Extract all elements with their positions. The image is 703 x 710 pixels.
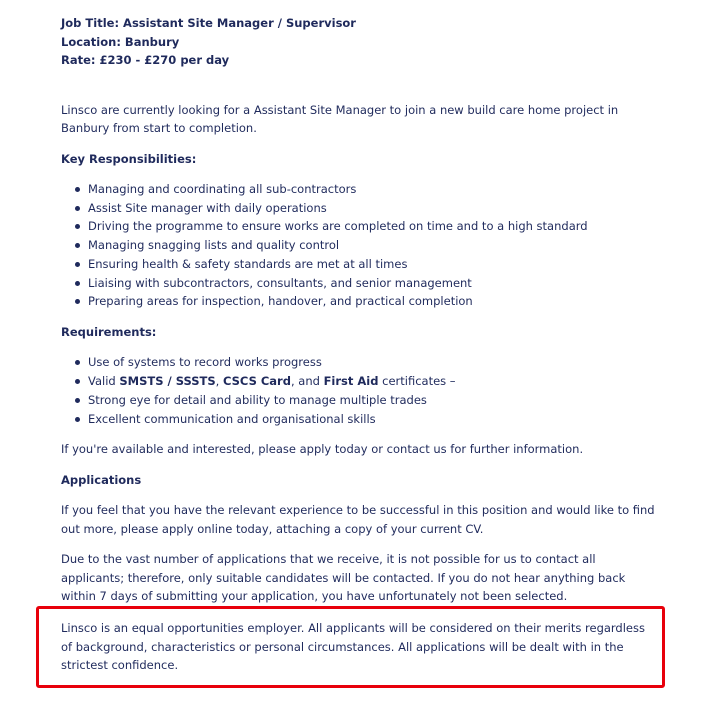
cert-smsts: SMSTS / SSSTS (119, 374, 216, 389)
list-item: Use of systems to record works progress (61, 353, 661, 372)
list-item: Ensuring health & safety standards are met at all times (61, 255, 661, 274)
requirements-heading: Requirements: (61, 324, 157, 339)
cert-first-aid: First Aid (323, 374, 379, 389)
list-item: Assist Site manager with daily operations (61, 199, 661, 218)
cert-prefix: Valid (88, 374, 120, 389)
cert-suffix: certificates – (378, 374, 456, 389)
job-location: Location: Banbury (61, 34, 180, 49)
applications-paragraph-2: Due to the vast number of applications that we receive, it is not possible for us to contact all applicants; therefore, only suitable candidates will be contacted. If you do not hear anything back within 7 days of submitting your application, you have unfortunately not been selected. (61, 552, 626, 604)
list-item: Liaising with subcontractors, consultants, and senior management (61, 274, 661, 293)
requirements-list (61, 353, 661, 428)
list-item: Strong eye for detail and ability to manage multiple trades (61, 391, 661, 410)
responsibilities-list (61, 180, 661, 311)
responsibilities-heading: Key Responsibilities: (61, 151, 197, 166)
applications-heading: Applications (61, 472, 142, 487)
cert-sep: , (215, 374, 223, 389)
list-item: Driving the programme to ensure works are completed on time and to a high standard (61, 217, 661, 236)
job-description (61, 14, 661, 606)
cert-sep: , and (290, 374, 324, 389)
apply-line: If you're available and interested, please apply today or contact us for further information. (61, 442, 584, 457)
applications-paragraph-1: If you feel that you have the relevant experience to be successful in this position and would like to find out more, please apply online today, attaching a copy of your current CV. (61, 503, 655, 536)
list-item: Excellent communication and organisational skills (61, 410, 661, 429)
list-item: Managing snagging lists and quality control (61, 236, 661, 255)
equal-opportunities-statement: Linsco is an equal opportunities employer. All applicants will be considered on their merits regardless of background, characteristics or personal circumstances. All applications will be dealt with in the strictest confidence. (61, 621, 645, 673)
job-rate: Rate: £230 - £270 per day (61, 53, 230, 67)
cert-cscs: CSCS Card (222, 374, 291, 389)
list-item: Managing and coordinating all sub-contractors (61, 180, 661, 199)
list-item: Preparing areas for inspection, handover, and practical completion (61, 292, 661, 311)
job-title: Job Title: Assistant Site Manager / Supervisor (61, 16, 356, 30)
list-item-certificates (61, 372, 661, 391)
intro-paragraph: Linsco are currently looking for a Assistant Site Manager to join a new build care home project in Banbury from start to completion. (61, 102, 619, 135)
